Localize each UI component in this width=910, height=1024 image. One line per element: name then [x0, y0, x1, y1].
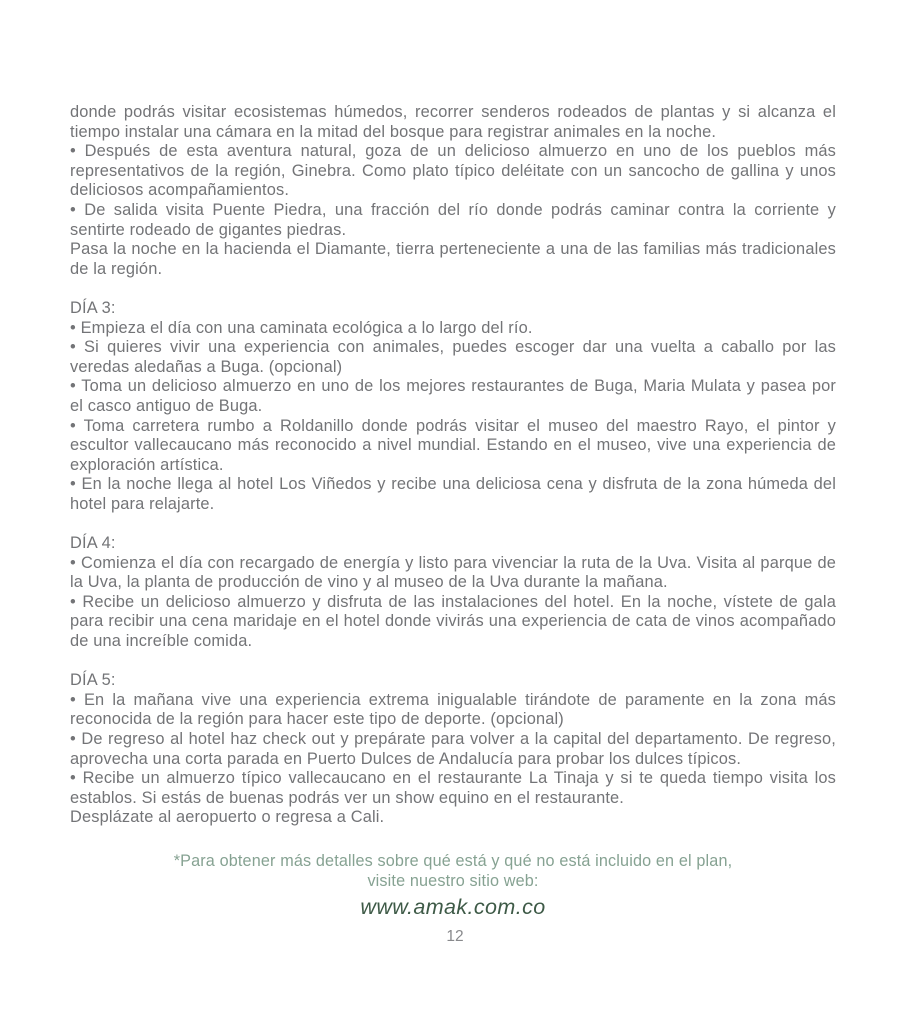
bullet-item: • En la noche llega al hotel Los Viñedos y recibe una deliciosa cena y disfruta de la zona húmeda del hotel para relajarte. — [70, 475, 836, 513]
bullet-item: • Recibe un almuerzo típico vallecaucano en el restaurante La Tinaja y si te queda tiempo visita los establos. Si estás de buenas podrás ver un show equino en el restaurante. — [70, 769, 836, 807]
website-link[interactable]: www.amak.com.co — [360, 894, 546, 919]
paragraph: donde podrás visitar ecosistemas húmedos, recorrer senderos rodeados de plantas y si alcanza el tiempo instalar una cámara en la mitad del bosque para registrar animales en la noche. — [70, 103, 836, 141]
footer-note-line2: visite nuestro sitio web: — [367, 872, 539, 891]
paragraph: Pasa la noche en la hacienda el Diamante, tierra perteneciente a una de las familias más tradicionales de la región. — [70, 240, 836, 278]
bullet-item: • Si quieres vivir una experiencia con animales, puedes escoger dar una vuelta a caballo por las veredas aledañas a Buga. (opcional) — [70, 338, 836, 376]
itinerary-content — [70, 103, 836, 920]
section-heading-dia-5: DÍA 5: — [70, 671, 116, 690]
bullet-item: • En la mañana vive una experiencia extrema inigualable tirándote de paramente en la zona más reconocida de la región para hacer este tipo de deporte. (opcional) — [70, 690, 836, 729]
bullet-item: • Toma un delicioso almuerzo en uno de los mejores restaurantes de Buga, Maria Mulata y pasea por el casco antiguo de Buga. — [70, 377, 836, 415]
section-heading-dia-3: DÍA 3: — [70, 298, 116, 317]
footer-note — [70, 851, 836, 920]
bullet-item: • De salida visita Puente Piedra, una fracción del río donde podrás caminar contra la corriente y sentirte rodeado de gigantes piedras. — [70, 200, 836, 239]
footer-note-line1: *Para obtener más detalles sobre qué está y qué no está incluido en el plan, — [173, 851, 733, 870]
bullet-item: • Recibe un delicioso almuerzo y disfruta de las instalaciones del hotel. En la noche, vístete de gala para recibir una cena maridaje en el hotel donde vivirás una experiencia de cata de vinos acompañado de una increíble comida. — [70, 592, 836, 651]
bullet-item: • Toma carretera rumbo a Roldanillo donde podrás visitar el museo del maestro Rayo, el pintor y escultor vallecaucano más reconocido a nivel mundial. Estando en el museo, vive una experiencia de exploración artística. — [70, 416, 836, 474]
bullet-item: • De regreso al hotel haz check out y prepárate para volver a la capital del departamento. De regreso, aprovecha una corta parada en Puerto Dulces de Andalucía para probar los dulces típicos. — [70, 730, 836, 768]
bullet-item: • Después de esta aventura natural, goza de un delicioso almuerzo en uno de los pueblos más representativos de la región, Ginebra. Como plato típico deléitate con un sancocho de gallina y unos deliciosos acompañamientos. — [70, 142, 836, 200]
bullet-item: • Comienza el día con recargado de energía y listo para vivenciar la ruta de la Uva. Visita al parque de la Uva, la planta de producción de vino y al museo de la Uva durante la mañana. — [70, 553, 836, 592]
page-number: 12 — [446, 928, 464, 945]
section-heading-dia-4: DÍA 4: — [70, 534, 116, 553]
bullet-item: • Empieza el día con una caminata ecológica a lo largo del río. — [70, 318, 533, 337]
paragraph: Desplázate al aeropuerto o regresa a Cali. — [70, 808, 385, 827]
